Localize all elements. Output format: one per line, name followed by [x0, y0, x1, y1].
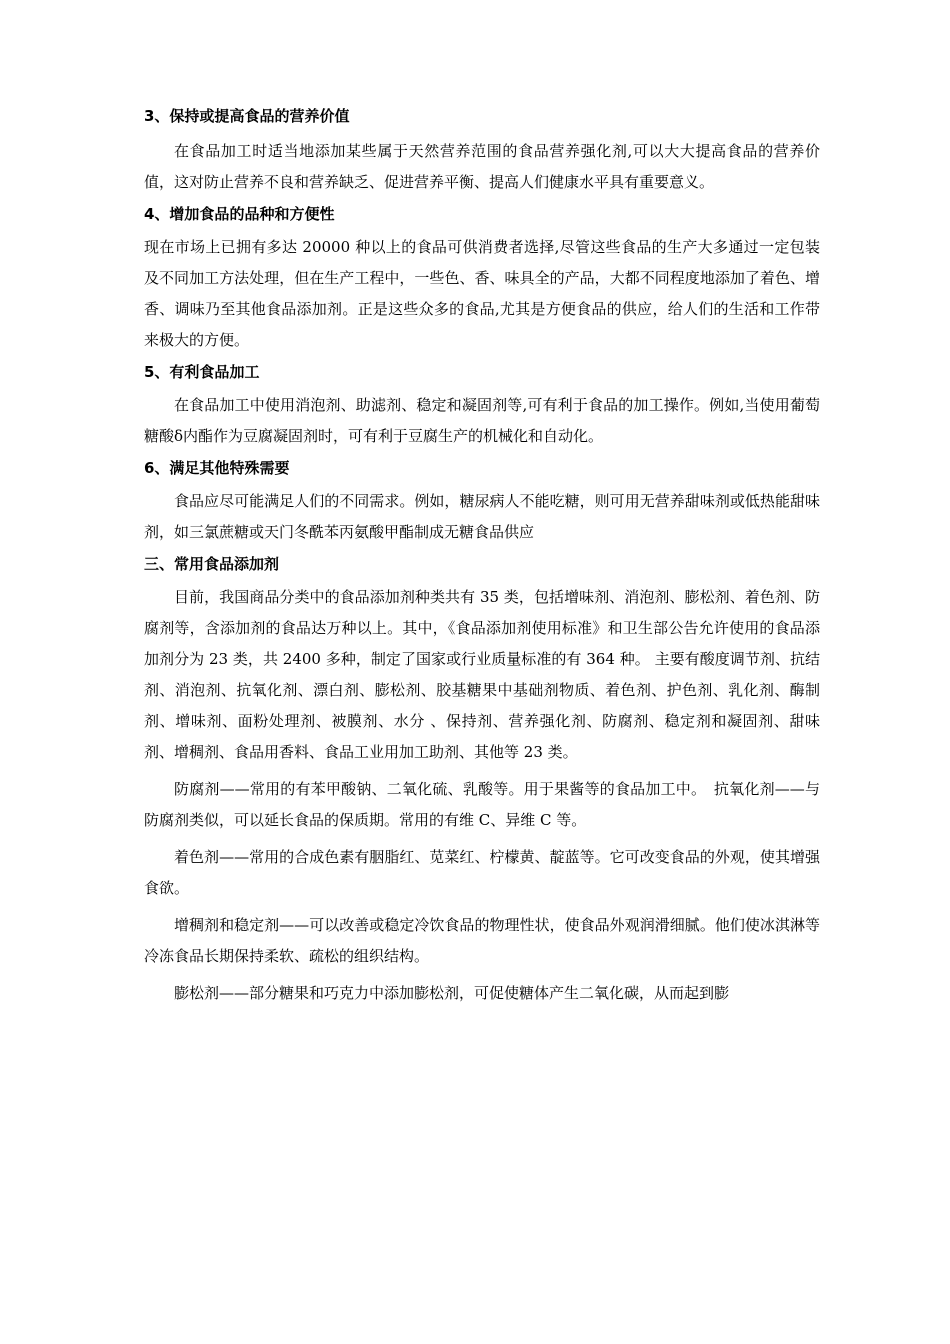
section-paragraph: 在食品加工时适当地添加某些属于天然营养范围的食品营养强化剂,可以大大提高食品的营养价值，这对防止营养不良和营养缺乏、促进营养平衡、提高人们健康水平具有重要意义。 — [144, 142, 820, 191]
document-page — [144, 106, 820, 1009]
section-paragraph: 现在市场上已拥有多达 20000 种以上的食品可供消费者选择,尽管这些食品的生产大多通过一定包装及不同加工方法处理，但在生产工程中，一些色、香、味具全的产品，大都不同程度地添加了着色、增香、调味乃至其他食品添加剂。正是这些众多的食品,尤其是方便食品的供应，给人们的生活和工作带来极大的方便。 — [144, 238, 820, 349]
section-heading: 6、满足其他特殊需要 — [144, 459, 290, 477]
colorant-paragraph: 着色剂——常用的合成色素有胭脂红、苋菜红、柠檬黄、靛蓝等。它可改变食品的外观，使其增强食欲。 — [144, 848, 820, 897]
section-heading: 三、常用食品添加剂 — [144, 555, 280, 573]
section-paragraph: 食品应尽可能满足人们的不同需求。例如，糖尿病人不能吃糖，则可用无营养甜味剂或低热能甜味剂，如三氯蔗糖或天门冬酰苯丙氨酸甲酯制成无糖食品供应 — [144, 492, 820, 541]
section-5 — [144, 362, 820, 452]
section-4 — [144, 204, 820, 356]
leavening-paragraph: 膨松剂——部分糖果和巧克力中添加膨松剂，可促使糖体产生二氧化碳，从而起到膨 — [174, 984, 730, 1002]
section-heading: 3、保持或提高食品的营养价值 — [144, 107, 350, 125]
thickener-paragraph: 增稠剂和稳定剂——可以改善或稳定冷饮食品的物理性状，使食品外观润滑细腻。他们使冰淇淋等冷冻食品长期保持柔软、疏松的组织结构。 — [144, 916, 820, 965]
section-paragraph: 目前，我国商品分类中的食品添加剂种类共有 35 类，包括增味剂、消泡剂、膨松剂、着色剂、防腐剂等，含添加剂的食品达万种以上。其中，《食品添加剂使用标准》和卫生部公告允许使用的食品添加剂分为 23 类，共 2400 多种，制定了国家或行业质量标准的有 364 种。 主要有酸度调节剂、抗结剂、消泡剂、抗氧化剂、漂白剂、膨松剂、胶基糖果中基础剂物质、着色剂、护色剂、乳化剂、酶制剂、增味剂、面粉处理剂、被膜剂、水分 、保持剂、营养强化剂、防腐剂、稳定剂和凝固剂、甜味剂、增稠剂、食品用香料、食品工业用加工助剂、其他等 23 类。 — [144, 588, 820, 761]
section-3 — [144, 106, 820, 198]
section-6 — [144, 458, 820, 548]
section-heading: 4、增加食品的品种和方便性 — [144, 205, 335, 223]
section-common-additives — [144, 554, 820, 1009]
section-paragraph: 在食品加工中使用消泡剂、助滤剂、稳定和凝固剂等,可有利于食品的加工操作。例如,当使用葡萄糖酸δ内酯作为豆腐凝固剂时，可有利于豆腐生产的机械化和自动化。 — [144, 396, 820, 445]
section-heading: 5、有利食品加工 — [144, 363, 260, 381]
preservative-paragraph: 防腐剂——常用的有苯甲酸钠、二氧化硫、乳酸等。用于果酱等的食品加工中。 抗氧化剂——与防腐剂类似，可以延长食品的保质期。常用的有维 C、异维 C 等。 — [144, 780, 820, 829]
